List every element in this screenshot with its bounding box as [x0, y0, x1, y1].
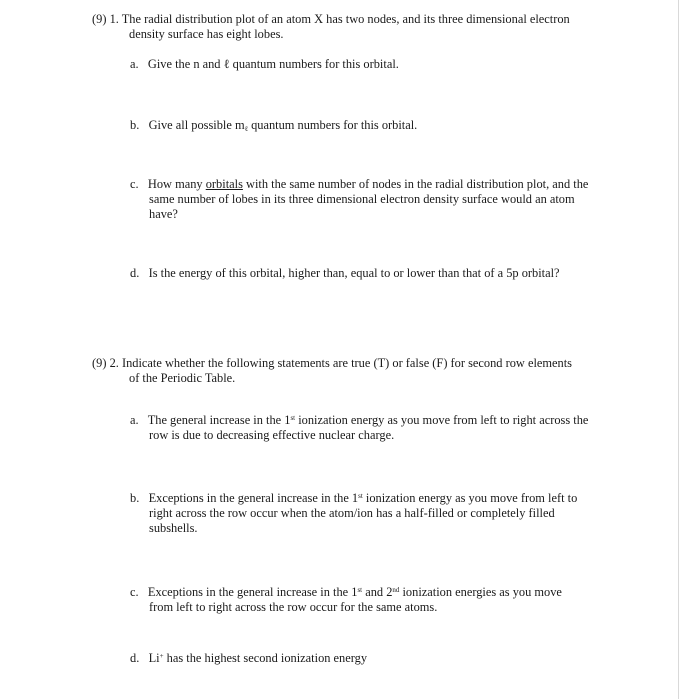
q2a: [130, 413, 588, 428]
q2-points: (9): [92, 356, 107, 370]
q2b-line3: subshells.: [149, 521, 198, 535]
q1-number: 1.: [109, 12, 119, 26]
q2a-text-post: ionization energy as you move from left to right across the: [295, 413, 589, 427]
q1c: [130, 177, 588, 192]
q2c-label: c.: [130, 585, 139, 599]
q2-text-line2: of the Periodic Table.: [129, 371, 236, 385]
q2d-sup: +: [159, 652, 164, 660]
q2d-text-post: has the highest second ionization energy: [163, 651, 368, 665]
q2d: [130, 651, 367, 666]
q1a: [130, 57, 399, 72]
q1c-text-pre: How many: [147, 177, 206, 191]
q2c: [130, 585, 562, 600]
q2c-text-post: ionization energies as you move: [399, 585, 562, 599]
q1d-text: Is the energy of this orbital, higher than, equal to or lower than that of a 5p orbital?: [148, 266, 560, 280]
q2-number: 2.: [109, 356, 119, 370]
q2b-sup: st: [358, 492, 363, 500]
q1a-text-post: quantum numbers for this orbital.: [229, 57, 399, 71]
q1c-line2: same number of lobes in its three dimensional electron density surface would an atom: [149, 192, 575, 206]
q2d-text-pre: Li: [148, 651, 160, 665]
q1b-text-pre: Give all possible m: [148, 118, 245, 132]
q2b-label: b.: [130, 491, 140, 505]
q2-text-line1: Indicate whether the following statements are true (T) or false (F) for second row elements: [121, 356, 572, 370]
q1a-label: a.: [130, 57, 139, 71]
q2b-text-post: ionization energy as you move from left to: [362, 491, 578, 505]
q1b-sub: ℓ: [244, 125, 248, 133]
q1c-label: c.: [130, 177, 139, 191]
q1c-underlined: orbitals: [205, 177, 243, 191]
q2c-sup2: nd: [392, 586, 400, 594]
q1c-text-post: with the same number of nodes in the radial distribution plot, and the: [242, 177, 589, 191]
q2a-line2: row is due to decreasing effective nuclear charge.: [149, 428, 395, 442]
q2a-label: a.: [130, 413, 139, 427]
q1c-line3: have?: [149, 207, 178, 221]
q2a-text-pre: The general increase in the 1: [147, 413, 291, 427]
q2c-text-pre: Exceptions in the general increase in the 1: [147, 585, 358, 599]
q2d-label: d.: [130, 651, 140, 665]
q2c-sup1: st: [357, 586, 363, 594]
q1-text-line1: The radial distribution plot of an atom X has two nodes, and its three dimensional electron: [121, 12, 570, 26]
q1b-label: b.: [130, 118, 140, 132]
q2a-sup: st: [290, 414, 296, 422]
q2-header: [92, 356, 572, 371]
q1d: [130, 266, 560, 281]
q1d-label: d.: [130, 266, 140, 280]
q2b: [130, 491, 577, 506]
q1a-text-pre: Give the n and: [147, 57, 224, 71]
q1a-ell: ℓ: [223, 57, 230, 71]
q1b: [130, 118, 417, 133]
q1-points: (9): [92, 12, 107, 26]
q2b-text-pre: Exceptions in the general increase in the 1: [148, 491, 359, 505]
q2c-line2: from left to right across the row occur for the same atoms.: [149, 600, 438, 614]
q2b-line2: right across the row occur when the atom/ion has a half-filled or completely filled: [149, 506, 555, 520]
q1b-text-post: quantum numbers for this orbital.: [247, 118, 418, 132]
q1-header: [92, 12, 570, 27]
q1-text-line2: density surface has eight lobes.: [129, 27, 284, 41]
q2c-text-mid: and 2: [362, 585, 393, 599]
